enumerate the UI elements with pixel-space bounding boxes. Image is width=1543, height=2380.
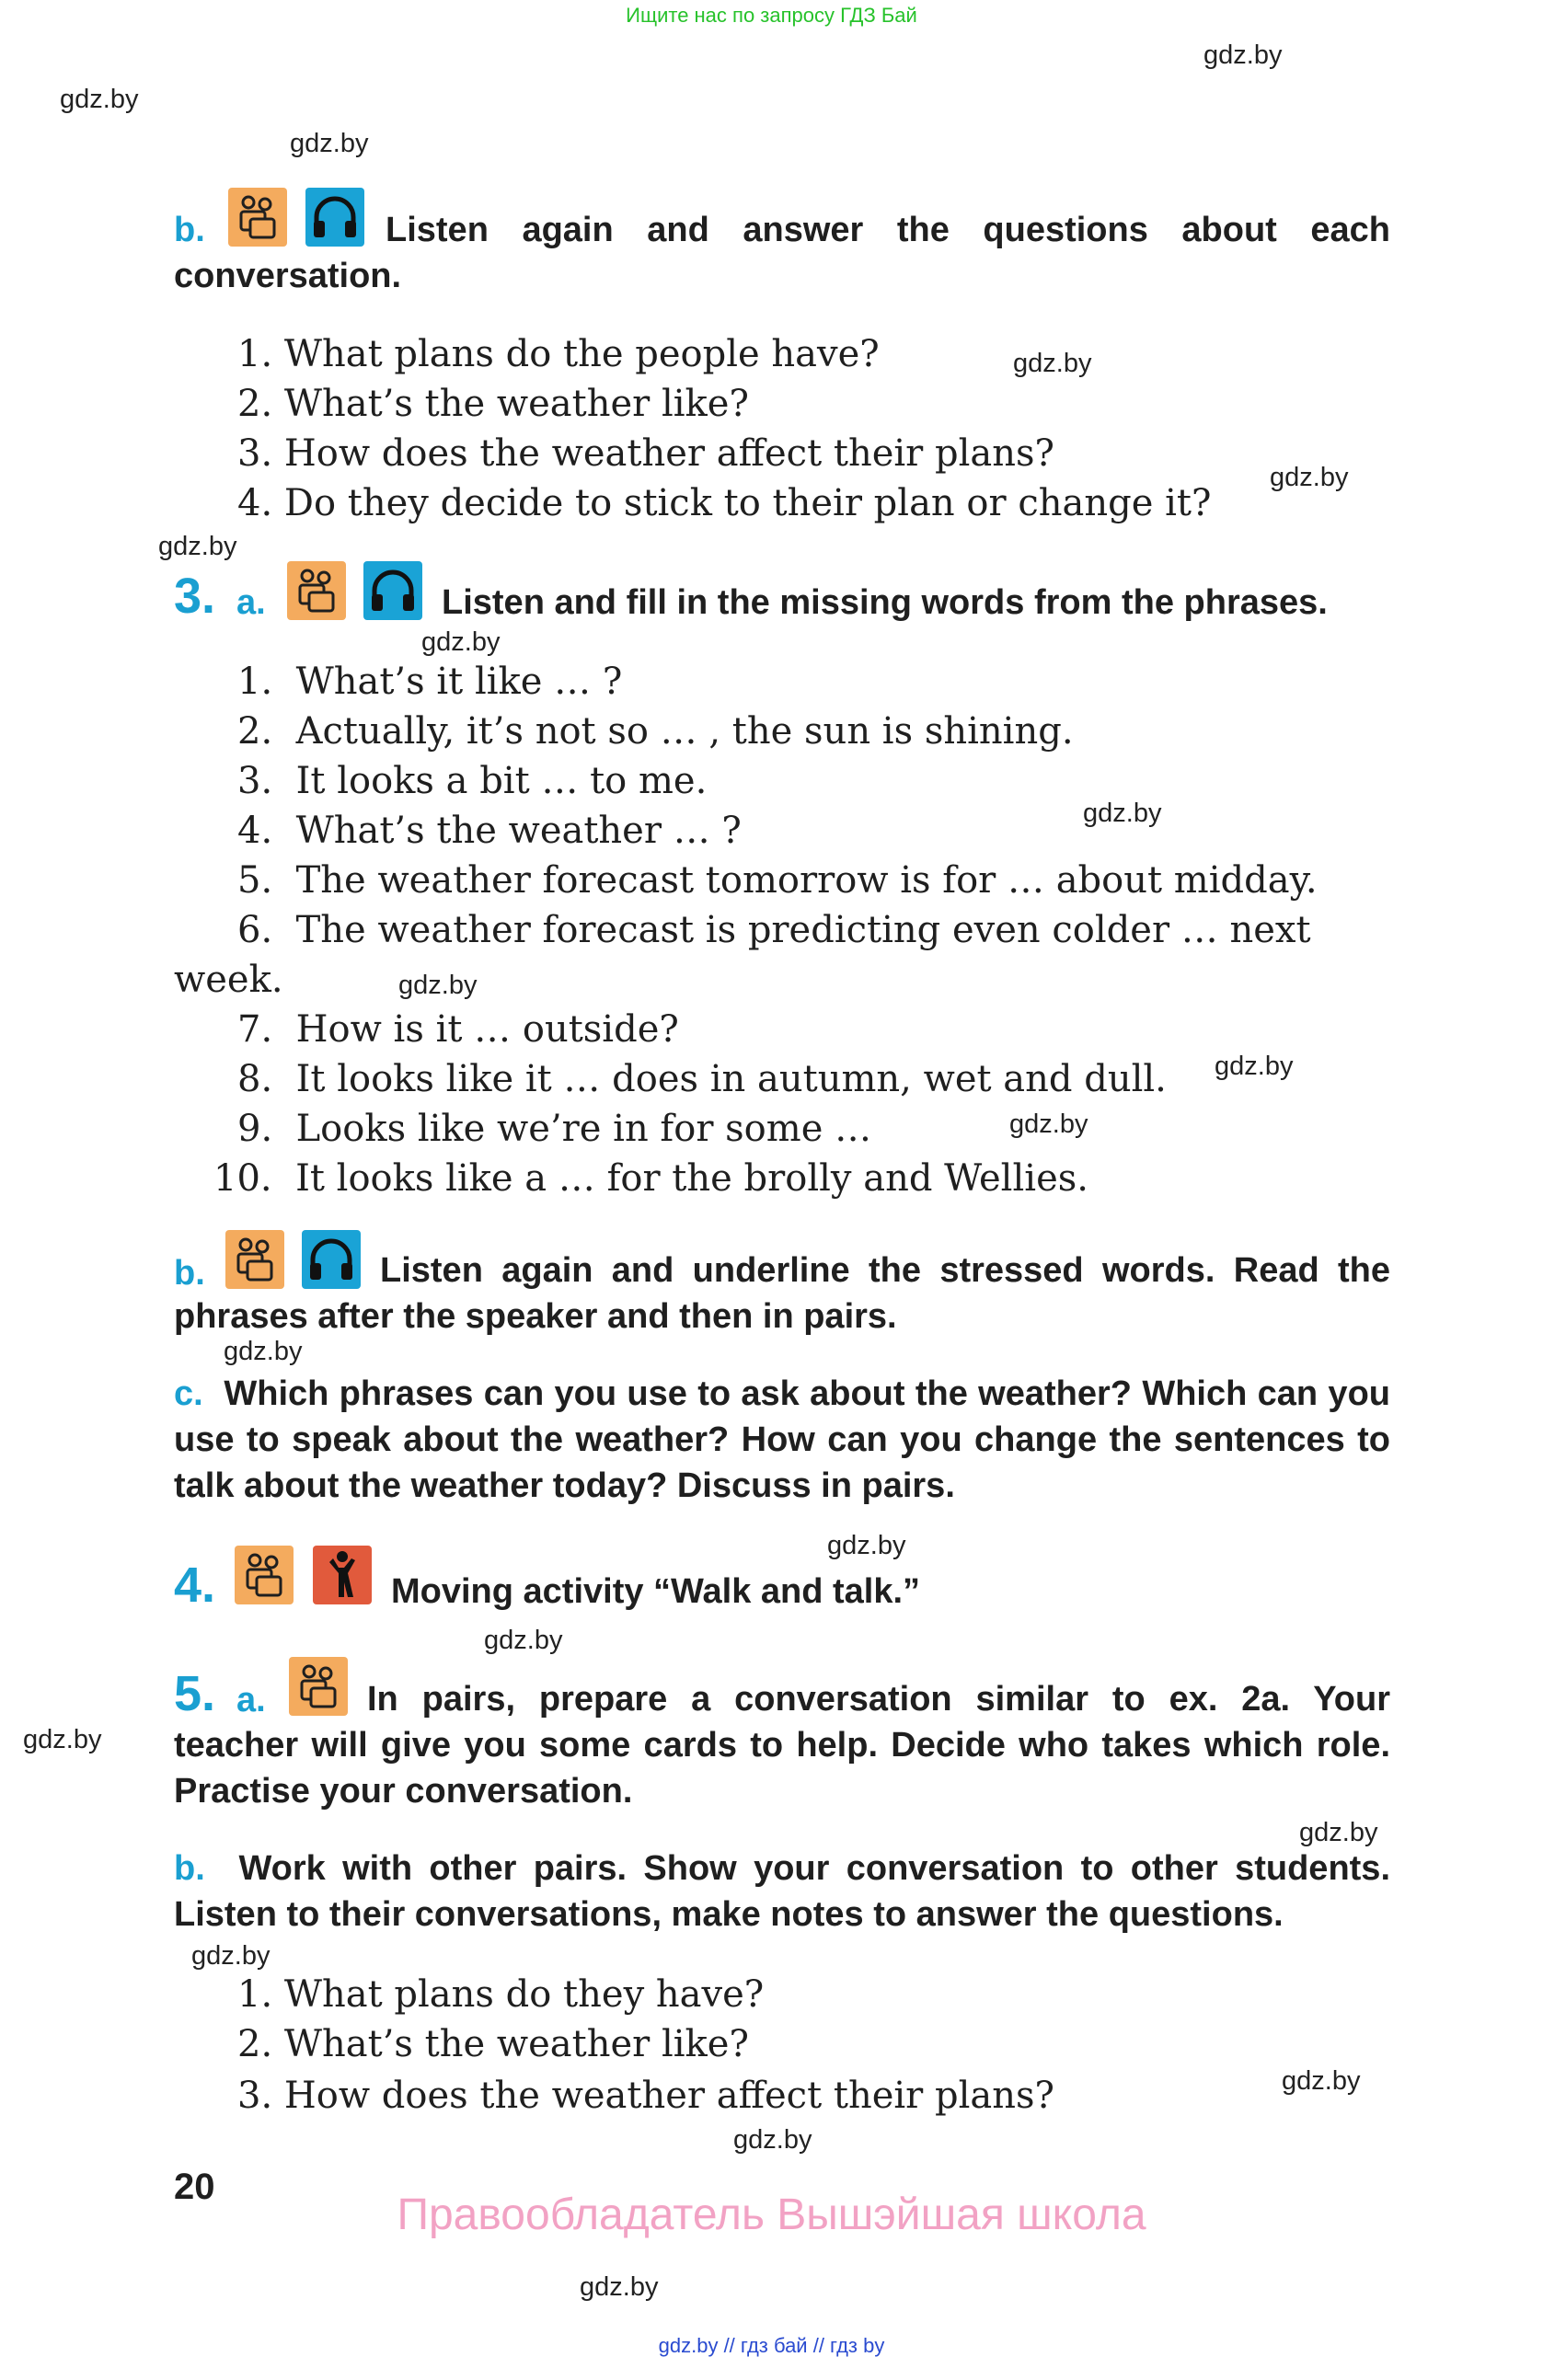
- ex3c-label: c.: [174, 1374, 203, 1413]
- list-item: 2. Actually, it’s not so … , the sun is shining.: [237, 710, 1074, 753]
- pair-work-icon: [235, 1546, 294, 1604]
- list-item-continuation: week.: [174, 959, 283, 1001]
- list-item: 2. What’s the weather like?: [237, 2023, 749, 2065]
- top-banner: Ищите нас по запросу ГДЗ Бай: [626, 4, 917, 27]
- ex5-number: 5.: [174, 1666, 216, 1721]
- ex2b-instruction: Listen again and answer the questions about each conversation.: [174, 211, 1390, 295]
- watermark: gdz.by: [398, 971, 478, 1000]
- ex2b-label: b.: [174, 211, 205, 249]
- watermark: gdz.by: [23, 1725, 102, 1754]
- watermark: gdz.by: [224, 1337, 303, 1366]
- watermark: gdz.by: [1299, 1818, 1378, 1847]
- list-item: 3. How does the weather affect their plans?: [237, 432, 1054, 475]
- watermark: gdz.by: [733, 2125, 812, 2155]
- footer-links: gdz.by // гдз бай // гдз by: [658, 2334, 885, 2357]
- watermark: gdz.by: [1215, 1052, 1294, 1081]
- list-item: 7. How is it … outside?: [237, 1008, 679, 1051]
- list-item: 1. What’s it like … ?: [237, 661, 623, 703]
- list-item: 9. Looks like we’re in for some …: [237, 1108, 872, 1150]
- watermark: gdz.by: [1013, 349, 1092, 378]
- pair-work-icon: [287, 561, 346, 620]
- ex3a-instruction: Listen and fill in the missing words from the phrases.: [442, 583, 1328, 622]
- watermark: gdz.by: [1270, 463, 1349, 492]
- watermark: gdz.by: [1282, 2066, 1361, 2096]
- ex3c-instruction: Which phrases can you use to ask about the weather? Which can you use to speak about the weather? How can you change the sentences to talk about the weather today? Discuss in pairs.: [174, 1374, 1390, 1505]
- list-item: 1. What plans do the people have?: [237, 333, 880, 375]
- watermark: gdz.by: [580, 2272, 659, 2302]
- list-item: 2. What’s the weather like?: [237, 383, 749, 425]
- list-item: 6. The weather forecast is predicting even colder … next: [237, 909, 1311, 951]
- copyright-holder: Правообладатель Вышэйшая школа: [397, 2190, 1146, 2239]
- watermark: gdz.by: [60, 85, 139, 114]
- ex4-instruction: Moving activity “Walk and talk.”: [391, 1572, 921, 1611]
- ex5b-block: [174, 1845, 1390, 1937]
- ex4-number: 4.: [174, 1558, 216, 1613]
- list-item: 3. How does the weather affect their plans?: [237, 2075, 1054, 2117]
- ex3b-label: b.: [174, 1254, 205, 1293]
- ex3c-block: [174, 1371, 1390, 1509]
- list-item: 10. It looks like a … for the brolly and Wellies.: [213, 1157, 1088, 1200]
- watermark: gdz.by: [484, 1626, 563, 1655]
- ex5b-instruction: Work with other pairs. Show your conversation to other students. Listen to their conversations, make notes to answer the questions.: [174, 1849, 1390, 1934]
- ex3-number: 3.: [174, 569, 216, 624]
- ex3a-label: a.: [236, 583, 266, 622]
- watermark: gdz.by: [421, 627, 501, 657]
- list-item: 3. It looks a bit … to me.: [237, 760, 708, 802]
- watermark: gdz.by: [1203, 40, 1283, 70]
- watermark: gdz.by: [290, 129, 369, 158]
- list-item: 1. What plans do they have?: [237, 1973, 765, 2016]
- list-item: 8. It looks like it … does in autumn, wet and dull.: [237, 1058, 1167, 1100]
- watermark: gdz.by: [827, 1531, 906, 1560]
- watermark: gdz.by: [158, 532, 237, 561]
- moving-person-icon: [313, 1546, 372, 1604]
- list-item: 5. The weather forecast tomorrow is for … about midday.: [237, 859, 1318, 902]
- list-item: 4. Do they decide to stick to their plan or change it?: [237, 482, 1212, 524]
- headphones-icon: [363, 561, 422, 620]
- watermark: gdz.by: [1009, 1110, 1088, 1139]
- watermark: gdz.by: [1083, 799, 1162, 828]
- ex5a-label: a.: [236, 1681, 266, 1719]
- ex3b-instruction: Listen again and underline the stressed words. Read the phrases after the speaker and then in pairs.: [174, 1251, 1390, 1336]
- list-item: 4. What’s the weather … ?: [237, 810, 742, 852]
- watermark: gdz.by: [191, 1941, 271, 1971]
- ex5a-instruction: In pairs, prepare a conversation similar to ex. 2a. Your teacher will give you some cards to help. Decide who takes which role. Practise your conversation.: [174, 1680, 1390, 1811]
- page-number: 20: [174, 2167, 215, 2207]
- ex5b-label: b.: [174, 1849, 205, 1888]
